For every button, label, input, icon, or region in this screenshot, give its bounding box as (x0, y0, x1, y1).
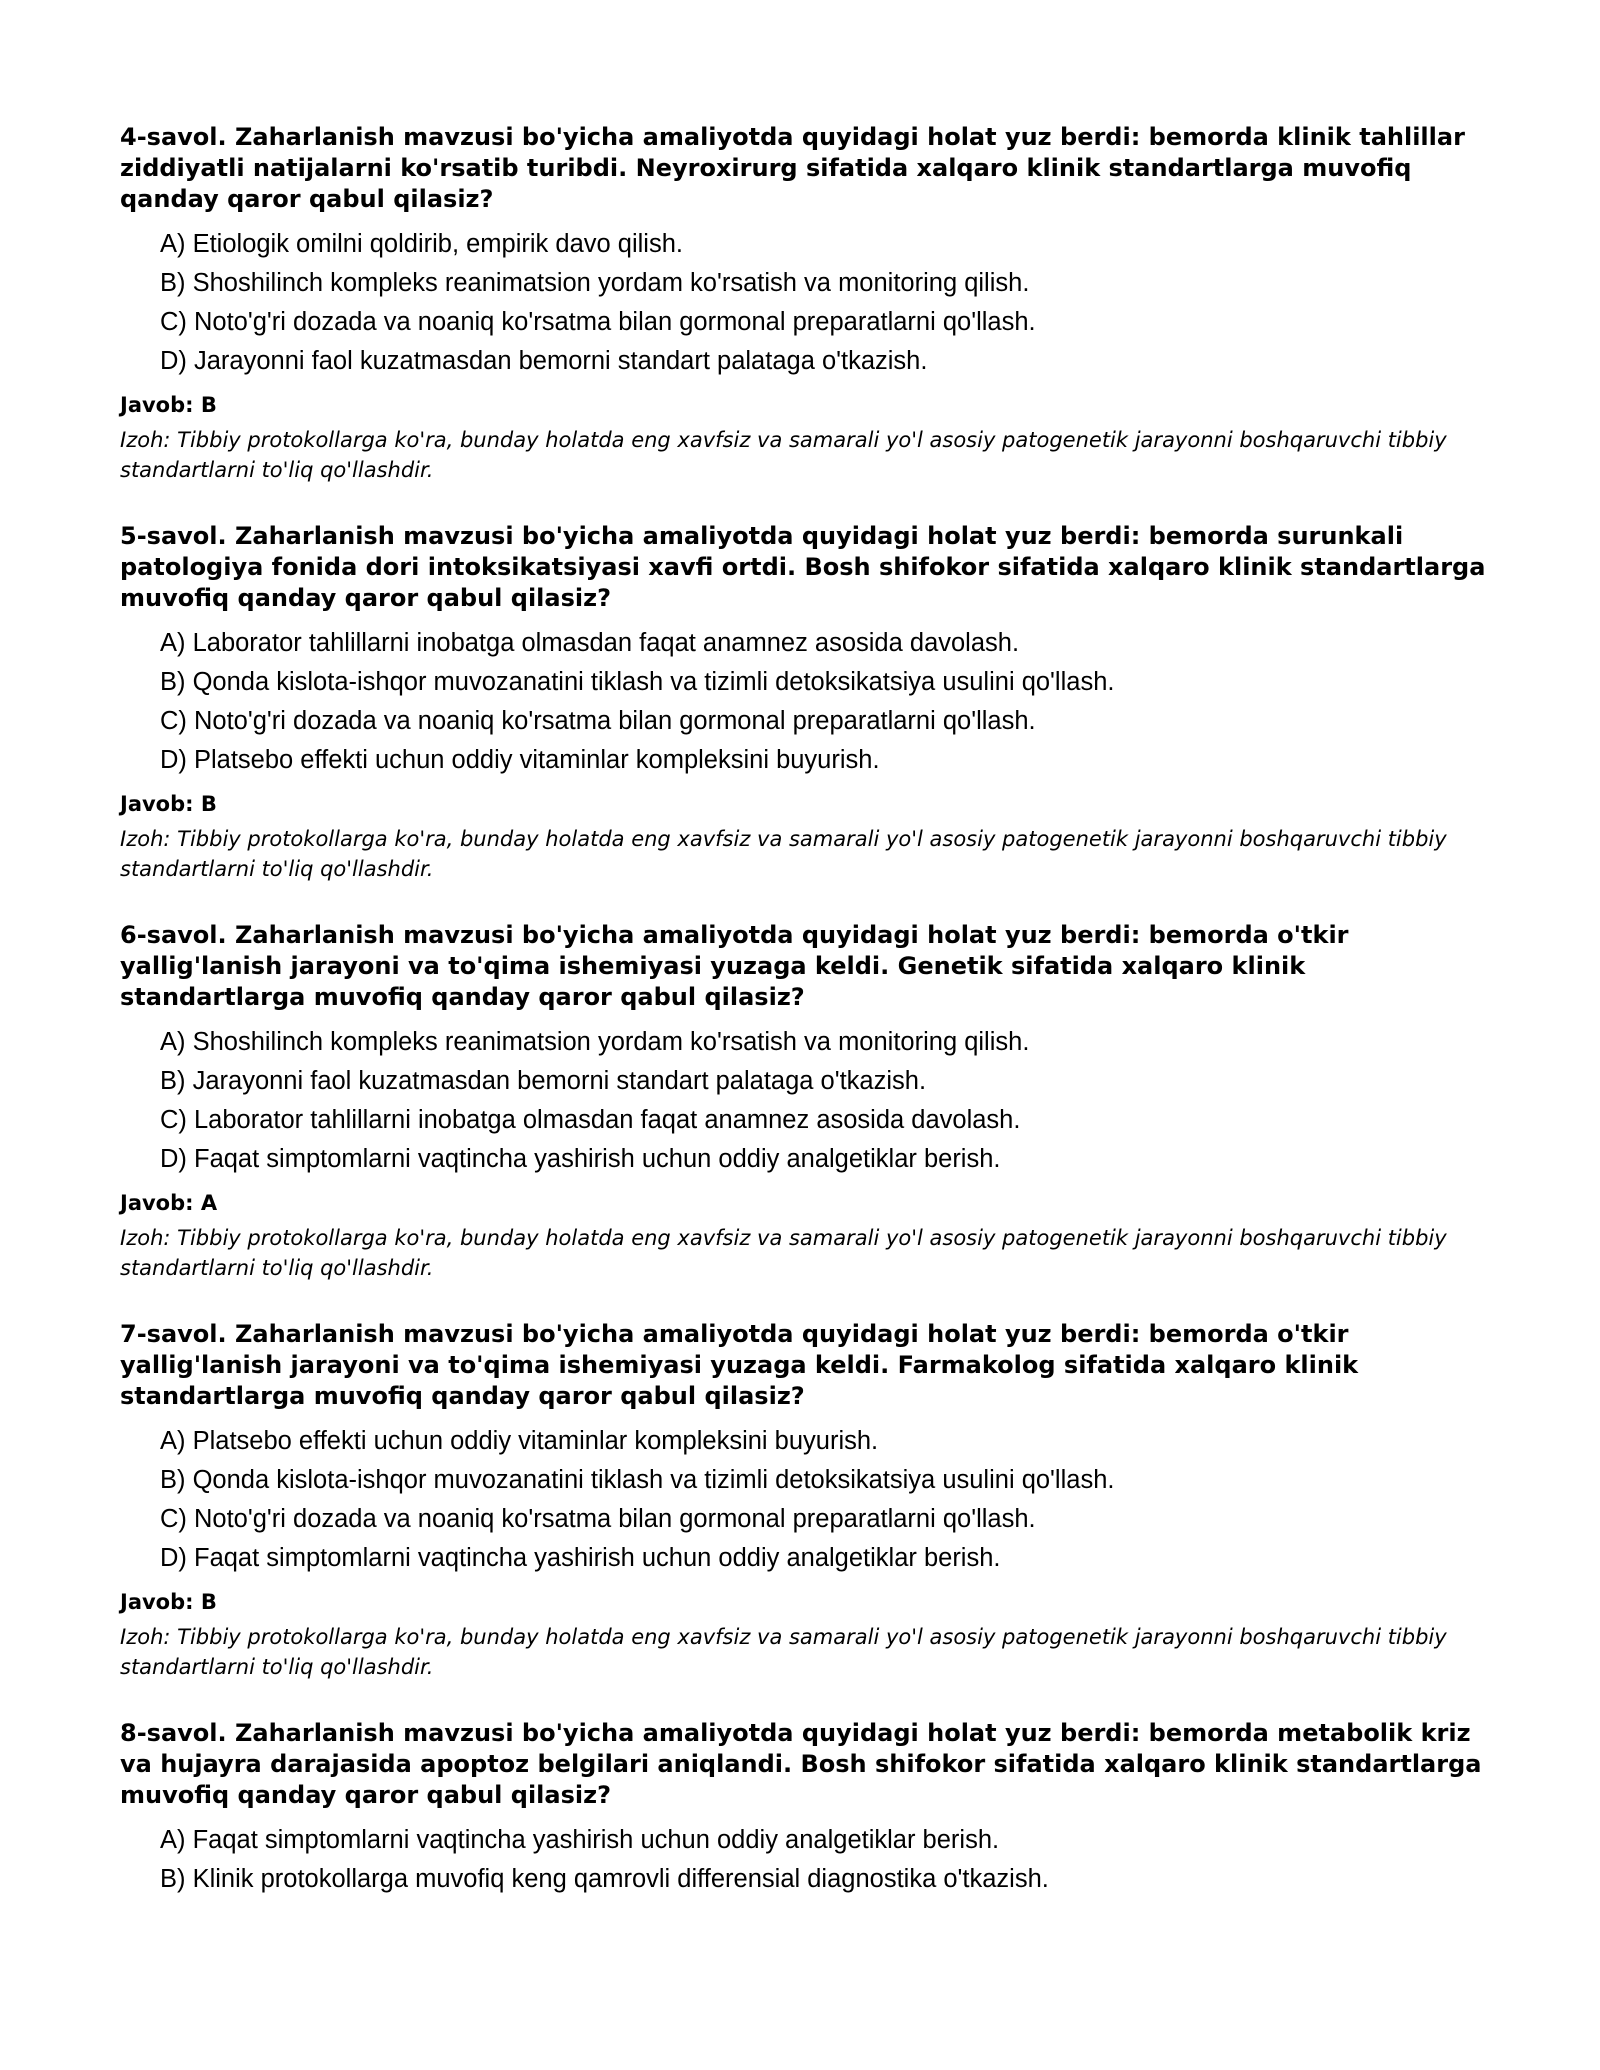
question-title: 4-savol. Zaharlanish mavzusi bo'yicha amaliyotda quyidagi holat yuz berdi: bemorda klinik tahlillar ziddiyatli natijalarni ko'rsatib turibdi. Neyroxirurg sifatida xalqaro klinik standartlarga muvofiq qanday qaror qabul qilasiz? (120, 123, 1465, 213)
option-a: A) Platsebo effekti uchun oddiy vitaminlar kompleksini buyurish. (160, 1427, 879, 1455)
option-b: B) Qonda kislota-ishqor muvozanatini tiklash va tizimli detoksikatsiya usulini qo'llash. (160, 1466, 1115, 1494)
option-a: A) Etiologik omilni qoldirib, empirik davo qilish. (160, 230, 683, 258)
option-c: C) Noto'g'ri dozada va noaniq ko'rsatma bilan gormonal preparatlarni qo'llash. (160, 1505, 1036, 1533)
option-b: B) Qonda kislota-ishqor muvozanatini tiklash va tizimli detoksikatsiya usulini qo'llash. (160, 668, 1115, 696)
question-8 (120, 1718, 1490, 1899)
explanation-note: Izoh: Tibbiy protokollarga ko'ra, bunday holatda eng xavfsiz va samarali yo'l asosiy patogenetik jarayonni boshqaruvchi tibbiy standartlarni to'liq qo'llashdir. (120, 428, 1447, 482)
options-list (120, 1821, 1490, 1899)
option-a: A) Faqat simptomlarni vaqtincha yashirish uchun oddiy analgetiklar berish. (160, 1826, 1000, 1854)
option-b: B) Shoshilinch kompleks reanimatsion yordam ko'rsatish va monitoring qilish. (160, 269, 1030, 297)
explanation-note: Izoh: Tibbiy protokollarga ko'ra, bunday holatda eng xavfsiz va samarali yo'l asosiy patogenetik jarayonni boshqaruvchi tibbiy standartlarni to'liq qo'llashdir. (120, 1226, 1447, 1280)
question-6 (120, 920, 1490, 1283)
option-b: B) Jarayonni faol kuzatmasdan bemorni standart palataga o'tkazish. (160, 1067, 927, 1095)
question-title: 7-savol. Zaharlanish mavzusi bo'yicha amaliyotda quyidagi holat yuz berdi: bemorda o'tkir yallig'lanish jarayoni va to'qima ishemiyasi yuzaga keldi. Farmakolog sifatida xalqaro klinik standartlarga muvofiq qanday qaror qabul qilasiz? (120, 1320, 1359, 1410)
explanation-note: Izoh: Tibbiy protokollarga ko'ra, bunday holatda eng xavfsiz va samarali yo'l asosiy patogenetik jarayonni boshqaruvchi tibbiy standartlarni to'liq qo'llashdir. (120, 827, 1447, 881)
explanation-note: Izoh: Tibbiy protokollarga ko'ra, bunday holatda eng xavfsiz va samarali yo'l asosiy patogenetik jarayonni boshqaruvchi tibbiy standartlarni to'liq qo'llashdir. (120, 1625, 1447, 1679)
option-b: B) Klinik protokollarga muvofiq keng qamrovli differensial diagnostika o'tkazish. (160, 1865, 1049, 1893)
question-4 (120, 122, 1490, 485)
option-c: C) Noto'g'ri dozada va noaniq ko'rsatma bilan gormonal preparatlarni qo'llash. (160, 707, 1036, 735)
option-d: D) Faqat simptomlarni vaqtincha yashirish uchun oddiy analgetiklar berish. (160, 1544, 1001, 1572)
options-list (120, 225, 1490, 381)
option-a: A) Laborator tahlillarni inobatga olmasdan faqat anamnez asosida davolash. (160, 629, 1020, 657)
option-d: D) Jarayonni faol kuzatmasdan bemorni standart palataga o'tkazish. (160, 347, 928, 375)
options-list (120, 624, 1490, 780)
answer-label: Javob: B (120, 792, 217, 816)
question-title: 6-savol. Zaharlanish mavzusi bo'yicha amaliyotda quyidagi holat yuz berdi: bemorda o'tkir yallig'lanish jarayoni va to'qima ishemiyasi yuzaga keldi. Genetik sifatida xalqaro klinik standartlarga muvofiq qanday qaror qabul qilasiz? (120, 921, 1349, 1011)
options-list (120, 1023, 1490, 1179)
option-d: D) Platsebo effekti uchun oddiy vitaminlar kompleksini buyurish. (160, 746, 880, 774)
options-list (120, 1422, 1490, 1578)
question-title: 5-savol. Zaharlanish mavzusi bo'yicha amaliyotda quyidagi holat yuz berdi: bemorda surunkali patologiya fonida dori intoksikatsiyasi xavfi ortdi. Bosh shifokor sifatida xalqaro klinik standartlarga muvofiq qanday qaror qabul qilasiz? (120, 522, 1486, 612)
question-5 (120, 521, 1490, 884)
document-page (120, 122, 1490, 1935)
question-title: 8-savol. Zaharlanish mavzusi bo'yicha amaliyotda quyidagi holat yuz berdi: bemorda metabolik kriz va hujayra darajasida apoptoz belgilari aniqlandi. Bosh shifokor sifatida xalqaro klinik standartlarga muvofiq qanday qaror qabul qilasiz? (120, 1719, 1482, 1809)
option-d: D) Faqat simptomlarni vaqtincha yashirish uchun oddiy analgetiklar berish. (160, 1145, 1001, 1173)
option-c: C) Laborator tahlillarni inobatga olmasdan faqat anamnez asosida davolash. (160, 1106, 1021, 1134)
answer-label: Javob: A (120, 1191, 218, 1215)
option-a: A) Shoshilinch kompleks reanimatsion yordam ko'rsatish va monitoring qilish. (160, 1028, 1030, 1056)
answer-label: Javob: B (120, 1590, 217, 1614)
answer-label: Javob: B (120, 393, 217, 417)
question-7 (120, 1319, 1490, 1682)
option-c: C) Noto'g'ri dozada va noaniq ko'rsatma bilan gormonal preparatlarni qo'llash. (160, 308, 1036, 336)
